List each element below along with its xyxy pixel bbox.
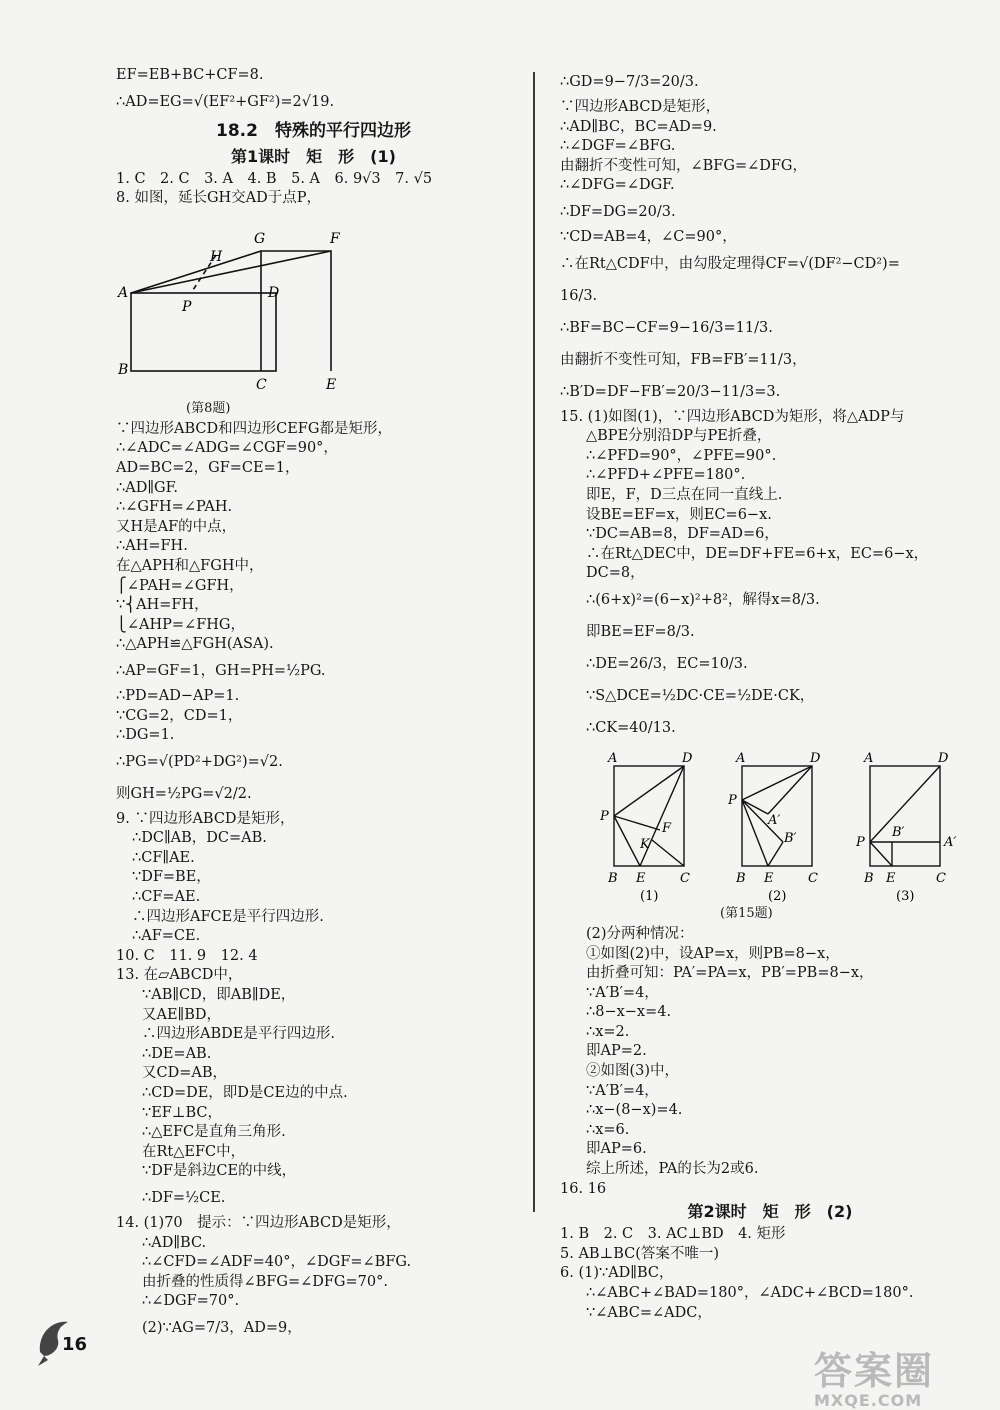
text-line: ∴DE=26/3，EC=10/3.	[586, 655, 748, 672]
text-line: (2)分两种情况：	[586, 925, 694, 942]
text-line: 设BE=EF=x，则EC=6−x.	[586, 506, 772, 523]
text-line: ∴CF∥AE.	[132, 849, 195, 866]
text-line: 6. (1)∵AD∥BC，	[560, 1265, 674, 1282]
text-line: ∴BF=BC−CF=9−16/3=11/3.	[560, 319, 773, 336]
figure-15-sub3	[856, 752, 976, 902]
text-line: 即AP=6.	[586, 1141, 647, 1158]
text-line: 在Rt△EFC中，	[142, 1143, 246, 1160]
section-heading: 第1课时 矩 形 (1)	[231, 146, 396, 166]
section-heading: 18.2 特殊的平行四边形	[216, 120, 411, 141]
text-line: 则GH=½PG=√2/2.	[116, 785, 252, 802]
fig15-1-P: P	[600, 808, 609, 824]
text-line: ∴∠ADC=∠ADG=∠CGF=90°，	[116, 440, 338, 457]
text-line: ∵CD=AB=4，∠C=90°，	[560, 228, 737, 245]
text-line: ∴CD=DE，即D是CE边的中点.	[142, 1085, 348, 1101]
fig8-label-E: E	[326, 376, 337, 393]
text-line: 又CD=AB，	[142, 1065, 227, 1082]
text-line: 由折叠的性质得∠BFG=∠DFG=70°.	[142, 1273, 388, 1290]
text-line: 在△APH和△FGH中，	[116, 557, 264, 574]
text-line: ∴CK=40/13.	[586, 719, 676, 736]
text-line: ②如图(3)中，	[586, 1063, 680, 1080]
text-line: ∴DC∥AB，DC=AB.	[132, 830, 267, 847]
text-line: ∴x−(8−x)=4.	[586, 1102, 683, 1119]
text-line: ∴PG=√(PD²+DG²)=√2.	[116, 753, 283, 770]
section-heading: 第2课时 矩 形 (2)	[687, 1202, 853, 1222]
fig15-2-P: P	[728, 792, 737, 808]
text-line: 即BE=EF=8/3.	[586, 623, 695, 640]
text-line: ∴8−x−x=4.	[586, 1004, 672, 1021]
text-line: 10. C 11. 9 12. 4	[116, 947, 258, 964]
text-line: ∵∠ABC=∠ADC，	[586, 1304, 712, 1321]
fig15-2-A-prime: A′	[768, 812, 781, 828]
text-line: ∴GD=9−7/3=20/3.	[560, 74, 699, 90]
text-line: ∴∠PFD+∠PFE=180°.	[586, 467, 746, 484]
fig15-2-B-prime: B′	[784, 830, 797, 846]
watermark-url: MXQE.COM	[814, 1391, 923, 1410]
text-line: DC=8，	[586, 565, 645, 582]
text-line: ⎩∠AHP=∠FHG，	[116, 616, 245, 633]
fig15-1-E: E	[636, 870, 646, 886]
text-line: ∴x=6.	[586, 1121, 630, 1138]
fig15-2-caption: (2)	[768, 888, 787, 902]
text-line: △BPE分别沿DP与PE折叠，	[586, 428, 772, 445]
fig15-1-B: B	[608, 870, 618, 886]
text-line: ∴AD∥GF.	[116, 479, 179, 496]
text-line: ∵DF是斜边CE的中线，	[142, 1163, 297, 1180]
text-line: 又AE∥BD，	[142, 1006, 222, 1023]
text-line: AD=BC=2，GF=CE=1，	[116, 459, 300, 476]
right-column	[560, 66, 980, 1323]
text-line: (2)∵AG=7/3，AD=9，	[142, 1319, 302, 1336]
text-line: ∴PD=AD−AP=1.	[116, 687, 240, 704]
text-line: ∴△EFC是直角三角形.	[142, 1124, 286, 1141]
text-line: ∵AB∥CD，即AB∥DE，	[142, 987, 296, 1004]
fig8-label-A: A	[118, 284, 129, 301]
text-line: ∴四边形ABDE是平行四边形.	[142, 1026, 335, 1043]
text-line: 5. AB⊥BC(答案不唯一)	[560, 1245, 720, 1262]
fig15-2-C: C	[808, 870, 818, 886]
text-line: ∵四边形ABCD和四边形CEFG都是矩形，	[116, 420, 392, 437]
text-line: ∴四边形AFCE是平行四边形.	[132, 908, 324, 925]
text-line: 15. (1)如图(1)，∵四边形ABCD为矩形，将△ADP与	[560, 408, 905, 425]
text-line: ∴DF=½CE.	[142, 1189, 226, 1206]
text-line: ∵A′B′=4，	[586, 984, 659, 1001]
text-line: ∴AH=FH.	[116, 538, 188, 555]
text-line: ∴在Rt△DEC中，DE=DF+FE=6+x，EC=6−x，	[586, 545, 929, 562]
text-line: 14. (1)70 提示：∵四边形ABCD是矩形，	[116, 1214, 401, 1231]
text-line: ∴DG=1.	[116, 727, 175, 744]
text-line: ∴CF=AE.	[132, 889, 201, 906]
text-line: ∴∠ABC+∠BAD=180°，∠ADC+∠BCD=180°.	[586, 1285, 914, 1301]
watermark	[814, 1340, 934, 1410]
fig8-label-D: D	[268, 284, 280, 301]
text-line: ∵DF=BE，	[132, 869, 211, 886]
text-line: 由折叠可知：PA′=PA=x，PB′=PB=8−x，	[586, 965, 874, 982]
text-line: ∵EF⊥BC，	[142, 1104, 223, 1121]
fig15-3-A: A	[864, 751, 874, 766]
fig15-3-D: D	[938, 751, 949, 766]
text-line: ∴x=2.	[586, 1023, 630, 1040]
fig15-2-B: B	[736, 870, 746, 886]
text-line: ∴AD=EG=√(EF²+GF²)=2√19.	[116, 93, 335, 110]
text-line: ∴AP=GF=1，GH=PH=½PG.	[116, 662, 326, 679]
text-line: 8. 如图，延长GH交AD于点P，	[116, 190, 322, 207]
text-line: ∵四边形ABCD是矩形，	[560, 99, 721, 115]
figure-15-sub2	[728, 752, 838, 902]
text-line: ∴AF=CE.	[132, 928, 201, 945]
text-line: 即AP=2.	[586, 1043, 647, 1060]
fig15-2-A: A	[736, 751, 746, 766]
fig8-label-P: P	[182, 298, 192, 315]
watermark-title: 答案圈	[814, 1349, 935, 1393]
text-line: 1. C 2. C 3. A 4. B 5. A 6. 9√3 7. √5	[116, 170, 433, 187]
fig15-3-A-prime: A′	[944, 834, 957, 850]
text-line: ∴DE=AB.	[142, 1045, 212, 1062]
text-line: ∴∠DGF=∠BFG.	[560, 138, 676, 155]
text-line: 13. 在▱ABCD中，	[116, 967, 243, 984]
fig15-1-C: C	[680, 870, 690, 886]
fig15-3-C: C	[936, 870, 946, 886]
text-line: 9. ∵四边形ABCD是矩形，	[116, 810, 295, 827]
text-line: EF=EB+BC+CF=8.	[116, 67, 264, 83]
fig15-1-caption: (1)	[640, 888, 659, 902]
fig8-label-F: F	[330, 230, 340, 247]
figure-15-caption: (第15题)	[720, 905, 773, 921]
fig8-label-B: B	[118, 361, 129, 378]
text-line: ∴B′D=DF−FB′=20/3−11/3=3.	[560, 383, 781, 400]
text-line: ∴AD∥BC，BC=AD=9.	[560, 118, 717, 135]
fig15-2-D: D	[810, 751, 821, 766]
text-line: 由翻折不变性可知，FB=FB′=11/3，	[560, 351, 807, 368]
fig15-2-E: E	[764, 870, 774, 886]
text-line: 又H是AF的中点，	[116, 518, 237, 535]
text-line: ∵CG=2，CD=1，	[116, 707, 243, 724]
text-line: ∴(6+x)²=(6−x)²+8²，解得x=8/3.	[586, 591, 820, 608]
fig8-label-C: C	[256, 376, 267, 393]
text-line: ∵DC=AB=8，DF=AD=6，	[586, 526, 779, 543]
text-line: ∴∠GFH=∠PAH.	[116, 499, 233, 516]
text-line: 1. B 2. C 3. AC⊥BD 4. 矩形	[560, 1226, 786, 1243]
text-line: ①如图(2)中，设AP=x，则PB=8−x，	[586, 945, 840, 962]
fig15-1-K: K	[640, 836, 650, 852]
text-line: ∴∠CFD=∠ADF=40°，∠DGF=∠BFG.	[142, 1254, 412, 1271]
text-line: ∴△APH≌△FGH(ASA).	[116, 636, 274, 653]
text-line: ∴DF=DG=20/3.	[560, 203, 676, 220]
fig15-1-F: F	[662, 820, 672, 836]
text-line: 16. 16	[560, 1180, 607, 1197]
text-line: ∴∠DGF=70°.	[142, 1293, 240, 1310]
text-line: 16/3.	[560, 287, 598, 304]
fig15-3-B-prime: B′	[892, 824, 905, 840]
text-line: 由翻折不变性可知，∠BFG=∠DFG，	[560, 157, 808, 174]
text-line: ∴∠PFD=90°，∠PFE=90°.	[586, 447, 777, 464]
text-line: ∴在Rt△CDF中，由勾股定理得CF=√(DF²−CD²)=	[560, 255, 900, 272]
page-number: 16	[62, 1334, 88, 1355]
text-line: 综上所述，PA的长为2或6.	[586, 1161, 759, 1178]
text-line: ∵⎨AH=FH，	[116, 597, 209, 614]
figure-15	[560, 752, 980, 921]
text-line: ∵S△DCE=½DC·CE=½DE·CK，	[586, 687, 815, 704]
left-column	[116, 66, 511, 1344]
fig15-3-E: E	[886, 870, 896, 886]
fig8-label-H: H	[210, 248, 223, 265]
figure-8-diagram	[116, 213, 366, 393]
text-line: ⎧∠PAH=∠GFH，	[116, 577, 244, 594]
fig15-3-B: B	[864, 870, 874, 886]
fig15-3-P: P	[856, 834, 865, 850]
fig15-3-caption: (3)	[896, 888, 915, 902]
figure-8-caption: (第8题)	[186, 400, 231, 416]
figure-8	[116, 213, 511, 416]
figure-15-sub1	[600, 752, 710, 902]
fig8-label-G: G	[254, 230, 266, 247]
text-line: ∴∠DFG=∠DGF.	[560, 177, 675, 194]
text-line: 即E，F，D三点在同一直线上.	[586, 486, 783, 503]
text-line: ∴AD∥BC.	[142, 1234, 207, 1251]
fig15-1-D: D	[682, 751, 693, 766]
column-divider	[533, 72, 535, 1212]
fig15-1-A: A	[608, 751, 618, 766]
text-line: ∵A′B′=4，	[586, 1082, 659, 1099]
